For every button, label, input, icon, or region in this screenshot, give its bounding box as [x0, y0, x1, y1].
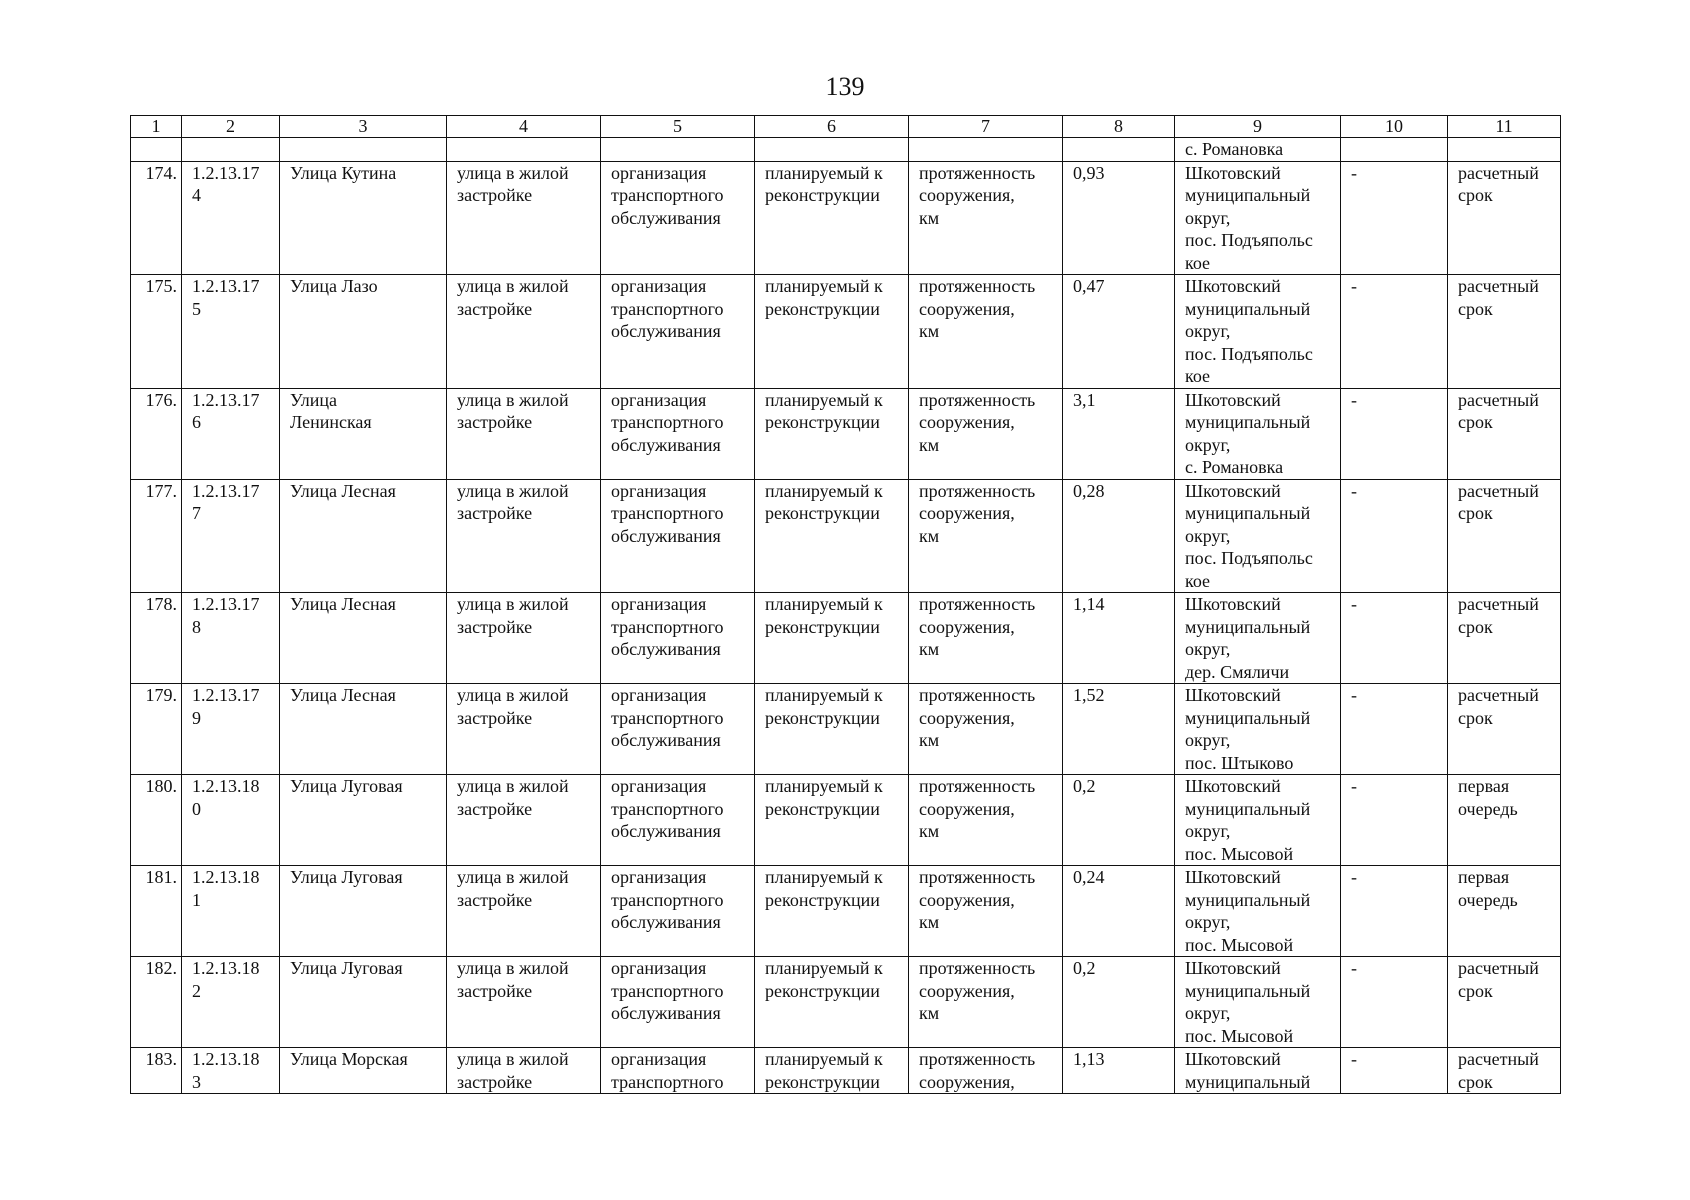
row-number-cell: 178.	[131, 593, 182, 684]
term-cell: расчетный срок	[1448, 957, 1561, 1048]
object-type-cell: улица в жилой застройке	[447, 684, 601, 775]
measure-cell: протяженность сооружения, км	[909, 957, 1063, 1048]
value-cell: 1,14	[1063, 593, 1175, 684]
measure-cell: протяженность сооружения,	[909, 1048, 1063, 1094]
status-cell: планируемый к реконструкции	[755, 957, 909, 1048]
purpose-cell: организация транспортного обслуживания	[601, 275, 755, 389]
column-10-cell: -	[1341, 593, 1448, 684]
value-cell: 3,1	[1063, 388, 1175, 479]
infrastructure-table	[130, 115, 1561, 1094]
purpose-cell: организация транспортного обслуживания	[601, 161, 755, 275]
name-cell: Улица Морская	[280, 1048, 447, 1094]
purpose-cell: организация транспортного обслуживания	[601, 775, 755, 866]
name-cell: Улица Луговая	[280, 775, 447, 866]
code-cell: 1.2.13.17 4	[182, 161, 280, 275]
row-number-cell: 183.	[131, 1048, 182, 1094]
page-number: 139	[825, 72, 865, 101]
purpose-cell: организация транспортного обслуживания	[601, 957, 755, 1048]
row-number-cell: 181.	[131, 866, 182, 957]
value-cell: 0,24	[1063, 866, 1175, 957]
column-10-cell: -	[1341, 1048, 1448, 1094]
location-cell: Шкотовский муниципальный	[1175, 1048, 1341, 1094]
table-row	[131, 866, 1561, 957]
purpose-cell: организация транспортного обслуживания	[601, 684, 755, 775]
object-type-cell: улица в жилой застройке	[447, 161, 601, 275]
column-10-cell: -	[1341, 866, 1448, 957]
column-10-cell: -	[1341, 161, 1448, 275]
location-cell: Шкотовский муниципальный округ, пос. Штыково	[1175, 684, 1341, 775]
column-number: 9	[1175, 116, 1341, 138]
object-type-cell: улица в жилой застройке	[447, 775, 601, 866]
object-type-cell: улица в жилой застройке	[447, 275, 601, 389]
term-cell: расчетный срок	[1448, 593, 1561, 684]
status-cell: планируемый к реконструкции	[755, 275, 909, 389]
status-cell: планируемый к реконструкции	[755, 161, 909, 275]
column-number-row	[131, 116, 1561, 138]
measure-cell: протяженность сооружения, км	[909, 775, 1063, 866]
purpose-cell: организация транспортного обслуживания	[601, 593, 755, 684]
measure-cell: протяженность сооружения, км	[909, 479, 1063, 593]
purpose-cell: организация транспортного	[601, 1048, 755, 1094]
table-row	[131, 775, 1561, 866]
table-row	[131, 275, 1561, 389]
object-type-cell: улица в жилой застройке	[447, 593, 601, 684]
table-row	[131, 161, 1561, 275]
object-type-cell: улица в жилой застройке	[447, 866, 601, 957]
table-row	[131, 684, 1561, 775]
row-number-cell: 180.	[131, 775, 182, 866]
object-type-cell: улица в жилой застройке	[447, 479, 601, 593]
term-cell: расчетный срок	[1448, 1048, 1561, 1094]
code-cell: 1.2.13.18 3	[182, 1048, 280, 1094]
term-cell: расчетный срок	[1448, 275, 1561, 389]
column-number: 2	[182, 116, 280, 138]
column-10-cell: -	[1341, 775, 1448, 866]
table-row	[131, 388, 1561, 479]
column-number: 5	[601, 116, 755, 138]
column-number: 6	[755, 116, 909, 138]
measure-cell: протяженность сооружения, км	[909, 161, 1063, 275]
status-cell: планируемый к реконструкции	[755, 388, 909, 479]
code-cell: 1.2.13.17 5	[182, 275, 280, 389]
name-cell: Улица Лесная	[280, 684, 447, 775]
location-cell: Шкотовский муниципальный округ, дер. Смяличи	[1175, 593, 1341, 684]
column-number: 10	[1341, 116, 1448, 138]
term-cell: первая очередь	[1448, 866, 1561, 957]
purpose-cell: организация транспортного обслуживания	[601, 479, 755, 593]
row-number-cell: 176.	[131, 388, 182, 479]
location-cell: Шкотовский муниципальный округ, с. Романовка	[1175, 388, 1341, 479]
continuation-row	[131, 138, 1561, 162]
term-cell: первая очередь	[1448, 775, 1561, 866]
object-type-cell: улица в жилой застройке	[447, 1048, 601, 1094]
measure-cell: протяженность сооружения, км	[909, 593, 1063, 684]
row-number-cell: 179.	[131, 684, 182, 775]
code-cell: 1.2.13.17 8	[182, 593, 280, 684]
name-cell: Улица Ленинская	[280, 388, 447, 479]
name-cell: Улица Луговая	[280, 866, 447, 957]
status-cell: планируемый к реконструкции	[755, 775, 909, 866]
code-cell: 1.2.13.18 2	[182, 957, 280, 1048]
purpose-cell: организация транспортного обслуживания	[601, 866, 755, 957]
name-cell: Улица Лесная	[280, 479, 447, 593]
column-number: 7	[909, 116, 1063, 138]
status-cell: планируемый к реконструкции	[755, 1048, 909, 1094]
row-number-cell: 175.	[131, 275, 182, 389]
name-cell: Улица Лесная	[280, 593, 447, 684]
row-number-cell: 182.	[131, 957, 182, 1048]
code-cell: 1.2.13.17 9	[182, 684, 280, 775]
column-number: 11	[1448, 116, 1561, 138]
value-cell: 0,28	[1063, 479, 1175, 593]
column-10-cell: -	[1341, 275, 1448, 389]
column-number: 4	[447, 116, 601, 138]
table-row	[131, 957, 1561, 1048]
name-cell: Улица Кутина	[280, 161, 447, 275]
term-cell: расчетный срок	[1448, 388, 1561, 479]
table-row	[131, 593, 1561, 684]
value-cell: 0,2	[1063, 957, 1175, 1048]
location-cell: Шкотовский муниципальный округ, пос. Мысовой	[1175, 775, 1341, 866]
measure-cell: протяженность сооружения, км	[909, 684, 1063, 775]
code-cell: 1.2.13.17 7	[182, 479, 280, 593]
value-cell: 0,2	[1063, 775, 1175, 866]
column-10-cell: -	[1341, 957, 1448, 1048]
column-number: 8	[1063, 116, 1175, 138]
row-number-cell: 177.	[131, 479, 182, 593]
location-cell: Шкотовский муниципальный округ, пос. Подъяпольс кое	[1175, 161, 1341, 275]
status-cell: планируемый к реконструкции	[755, 684, 909, 775]
code-cell: 1.2.13.18 0	[182, 775, 280, 866]
status-cell: планируемый к реконструкции	[755, 593, 909, 684]
measure-cell: протяженность сооружения, км	[909, 388, 1063, 479]
column-number: 3	[280, 116, 447, 138]
value-cell: 1,13	[1063, 1048, 1175, 1094]
value-cell: 0,47	[1063, 275, 1175, 389]
status-cell: планируемый к реконструкции	[755, 866, 909, 957]
location-cell: Шкотовский муниципальный округ, пос. Мысовой	[1175, 957, 1341, 1048]
table-row	[131, 1048, 1561, 1094]
term-cell: расчетный срок	[1448, 479, 1561, 593]
status-cell: планируемый к реконструкции	[755, 479, 909, 593]
continuation-location: с. Романовка	[1175, 138, 1341, 162]
column-10-cell: -	[1341, 479, 1448, 593]
column-10-cell: -	[1341, 388, 1448, 479]
table-row	[131, 479, 1561, 593]
name-cell: Улица Лазо	[280, 275, 447, 389]
column-number: 1	[131, 116, 182, 138]
code-cell: 1.2.13.18 1	[182, 866, 280, 957]
purpose-cell: организация транспортного обслуживания	[601, 388, 755, 479]
term-cell: расчетный срок	[1448, 161, 1561, 275]
location-cell: Шкотовский муниципальный округ, пос. Подъяпольс кое	[1175, 479, 1341, 593]
measure-cell: протяженность сооружения, км	[909, 866, 1063, 957]
term-cell: расчетный срок	[1448, 684, 1561, 775]
row-number-cell: 174.	[131, 161, 182, 275]
measure-cell: протяженность сооружения, км	[909, 275, 1063, 389]
value-cell: 1,52	[1063, 684, 1175, 775]
value-cell: 0,93	[1063, 161, 1175, 275]
name-cell: Улица Луговая	[280, 957, 447, 1048]
column-10-cell: -	[1341, 684, 1448, 775]
location-cell: Шкотовский муниципальный округ, пос. Подъяпольс кое	[1175, 275, 1341, 389]
location-cell: Шкотовский муниципальный округ, пос. Мысовой	[1175, 866, 1341, 957]
code-cell: 1.2.13.17 6	[182, 388, 280, 479]
object-type-cell: улица в жилой застройке	[447, 957, 601, 1048]
object-type-cell: улица в жилой застройке	[447, 388, 601, 479]
